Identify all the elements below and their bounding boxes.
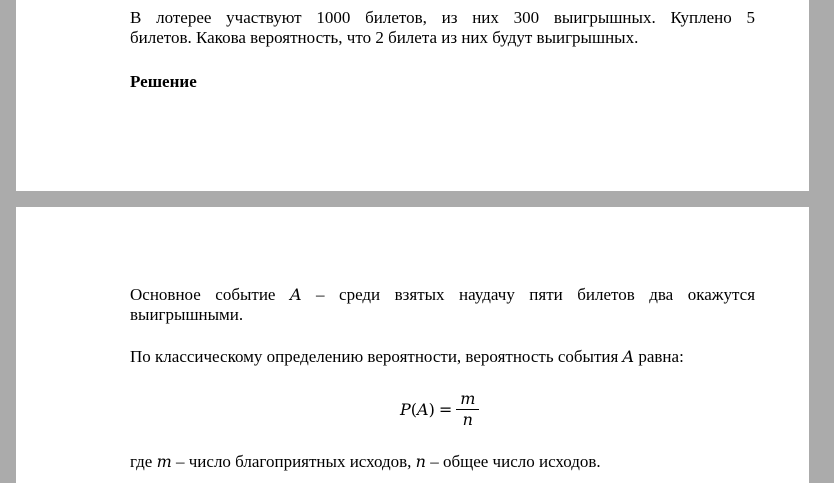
- classical-definition: [130, 347, 755, 367]
- classical-suffix: равна:: [638, 347, 684, 366]
- solution-heading: Решение: [130, 72, 197, 91]
- problem-line-2: билетов. Какова вероятность, что 2 билета из них будут выигрышных.: [130, 28, 639, 47]
- classical-line: [130, 347, 755, 367]
- where-m-desc: – число благоприятных исходов,: [176, 452, 412, 471]
- where-m: m: [156, 452, 172, 471]
- where-n: n: [415, 452, 426, 471]
- event-text-before: Основное событие: [130, 285, 276, 304]
- where-prefix: где: [130, 452, 153, 471]
- event-symbol: A: [289, 285, 302, 304]
- formula-denominator: n: [462, 410, 473, 429]
- solution-heading-block: [130, 72, 755, 92]
- event-line-1: [130, 285, 755, 305]
- formula-p: P: [400, 400, 411, 419]
- event-definition: [130, 285, 755, 325]
- formula-arg: A: [417, 400, 429, 419]
- page-2: [16, 207, 809, 483]
- classical-symbol: A: [622, 347, 635, 366]
- page-1: [16, 0, 809, 191]
- formula-close-paren: ): [428, 400, 435, 419]
- formula-fraction: [456, 389, 479, 430]
- formula-numerator: m: [460, 389, 476, 408]
- formula-open-paren: (: [410, 400, 418, 419]
- problem-line-1: В лотерее участвуют 1000 билетов, из них 300 выигрышных. Куплено 5: [130, 8, 755, 27]
- event-text-after: – среди взятых наудачу пяти билетов два окажутся: [316, 285, 756, 304]
- where-line: [130, 452, 755, 472]
- problem-statement: [130, 8, 755, 48]
- where-n-desc: – общее число исходов.: [430, 452, 601, 471]
- classical-text: По классическому определению вероятности, вероятность события: [130, 347, 619, 366]
- formula-equals: =: [438, 400, 453, 419]
- event-line-2: выигрышными.: [130, 305, 244, 324]
- probability-formula: [400, 389, 479, 430]
- where-explanation: [130, 452, 755, 472]
